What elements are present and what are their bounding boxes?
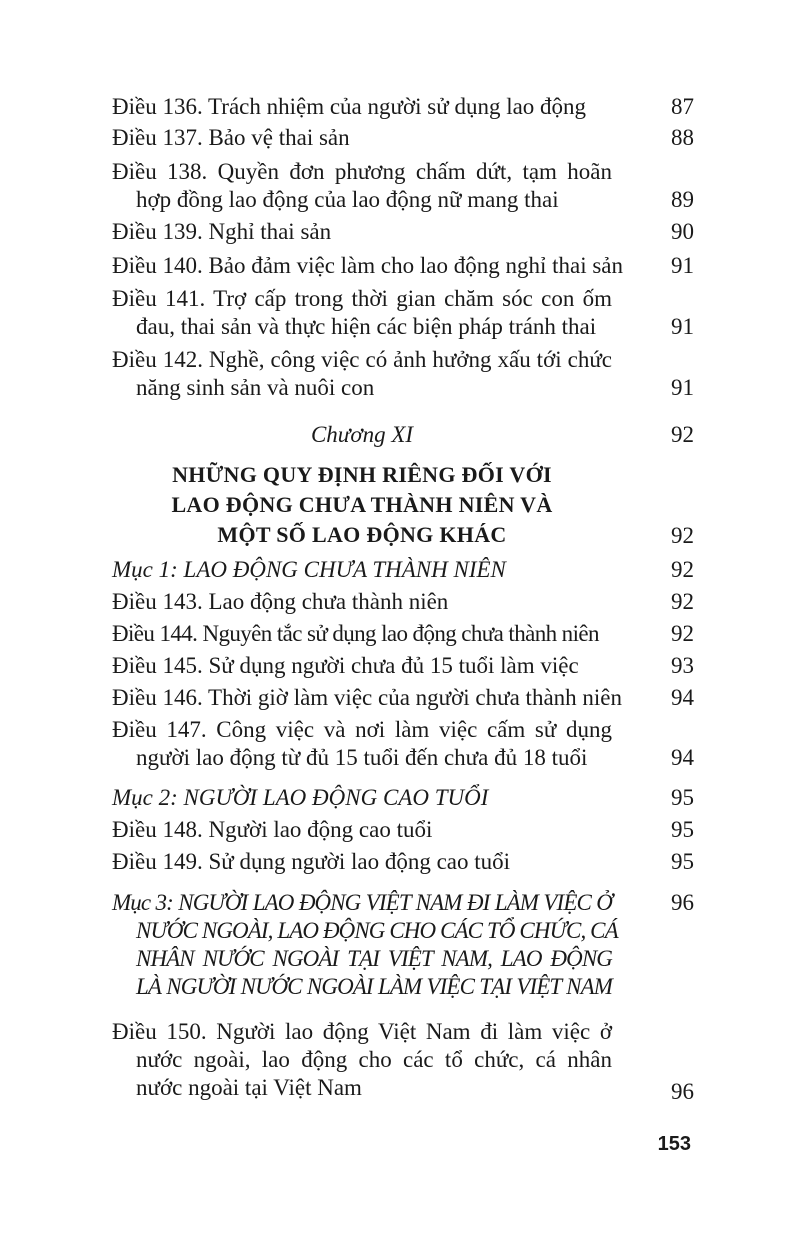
section-page: 96 [671,890,694,915]
toc-entry-title [112,346,612,402]
section-title [112,889,618,1001]
section-title-line: NHÂN NƯỚC NGOÀI TẠI VIỆT NAM, LAO ĐỘNG [136,946,612,971]
toc-entry-line: hợp đồng lao động của lao động nữ mang thai [136,187,559,212]
toc-entry-title: Điều 148. Người lao động cao tuổi [112,817,433,842]
toc-entry-line: Điều 138. Quyền đơn phương chấm dứt, tạm hoãn [112,159,612,184]
toc-entry-page: 91 [671,253,694,278]
toc-entry-title: Điều 149. Sử dụng người lao động cao tuổi [112,849,511,874]
toc-entry [112,716,694,774]
toc-entry-line: nước ngoài tại Việt Nam [136,1075,362,1100]
toc-entry-page: 91 [671,314,694,339]
chapter-title-line: MỘT SỐ LAO ĐỘNG KHÁC [217,522,507,547]
toc-entry-line: nước ngoài, lao động cho các tổ chức, cá nhân [136,1047,612,1072]
toc-entry-title: Điều 143. Lao động chưa thành niên [112,589,449,614]
toc-entry-page: 88 [671,125,694,150]
toc-entry-page: 94 [671,745,694,770]
toc-entry-page: 91 [671,375,694,400]
toc-entry [112,285,694,343]
section-heading [112,889,694,1005]
toc-entry-page: 95 [671,817,694,842]
toc-entry-title [112,1018,612,1102]
toc-entry-title: Điều 137. Bảo vệ thai sản [112,125,350,150]
toc-entry-page: 94 [671,685,694,710]
toc-entry-page: 90 [671,219,694,244]
page-number: 153 [657,1133,691,1155]
section-title-line: NƯỚC NGOÀI, LAO ĐỘNG CHO CÁC TỔ CHỨC, CÁ [136,918,618,943]
toc-entry-page: 89 [671,187,694,212]
section-title-line: LÀ NGƯỜI NƯỚC NGOÀI LÀM VIỆC TẠI VIỆT NAM [136,974,612,999]
toc-entry-title: Điều 139. Nghỉ thai sản [112,219,332,244]
toc-entry-page: 87 [671,94,694,119]
toc-entry-page: 93 [671,653,694,678]
toc-entry-title [112,716,612,772]
section-page: 95 [671,785,694,810]
toc-entry-title [112,285,612,341]
toc-entry-line: người lao động từ đủ 15 tuổi đến chưa đủ 18 tuổi [136,745,588,770]
chapter-title-page: 92 [671,523,694,548]
toc-entry-line: Điều 142. Nghề, công việc có ảnh hưởng xấu tới chức [112,347,612,372]
toc-entry-page: 92 [671,589,694,614]
toc-entry-title: Điều 140. Bảo đảm việc làm cho lao động nghỉ thai sản [112,253,623,278]
toc-entry-page: 96 [671,1079,694,1104]
chapter-title [112,460,612,550]
section-title-line: Mục 3: NGƯỜI LAO ĐỘNG VIỆT NAM ĐI LÀM VIỆC Ở [112,890,612,915]
toc-entry-line: năng sinh sản và nuôi con [136,375,375,400]
toc-entry-page: 95 [671,849,694,874]
toc-entry-line: Điều 150. Người lao động Việt Nam đi làm việc ở [112,1019,612,1044]
section-page: 92 [671,557,694,582]
toc-entry-title: Điều 145. Sử dụng người chưa đủ 15 tuổi làm việc [112,653,579,678]
toc-entry-title: Điều 146. Thời giờ làm việc của người chưa thành niên [112,685,623,710]
toc-entry-title [112,158,612,214]
toc-entry-title: Điều 144. Nguyên tắc sử dụng lao động chưa thành niên [112,621,599,646]
section-title: Mục 1: LAO ĐỘNG CHƯA THÀNH NIÊN [112,557,506,582]
chapter-page: 92 [671,422,694,447]
toc-entry-line: Điều 141. Trợ cấp trong thời gian chăm sóc con ốm [112,286,612,311]
chapter-title-line: NHỮNG QUY ĐỊNH RIÊNG ĐỐI VỚI [172,462,552,487]
toc-entry [112,158,694,216]
chapter-title-line: LAO ĐỘNG CHƯA THÀNH NIÊN VÀ [171,492,553,517]
toc-entry [112,346,694,404]
toc-entry-line: đau, thai sản và thực hiện các biện pháp tránh thai [136,314,597,339]
chapter-label: Chương XI [310,422,414,447]
toc-entry-line: Điều 147. Công việc và nơi làm việc cấm sử dụng [112,717,612,742]
toc-entry-title: Điều 136. Trách nhiệm của người sử dụng lao động [112,94,587,119]
section-title: Mục 2: NGƯỜI LAO ĐỘNG CAO TUỔI [112,785,489,810]
toc-entry [112,1018,694,1108]
toc-entry-page: 92 [671,621,694,646]
